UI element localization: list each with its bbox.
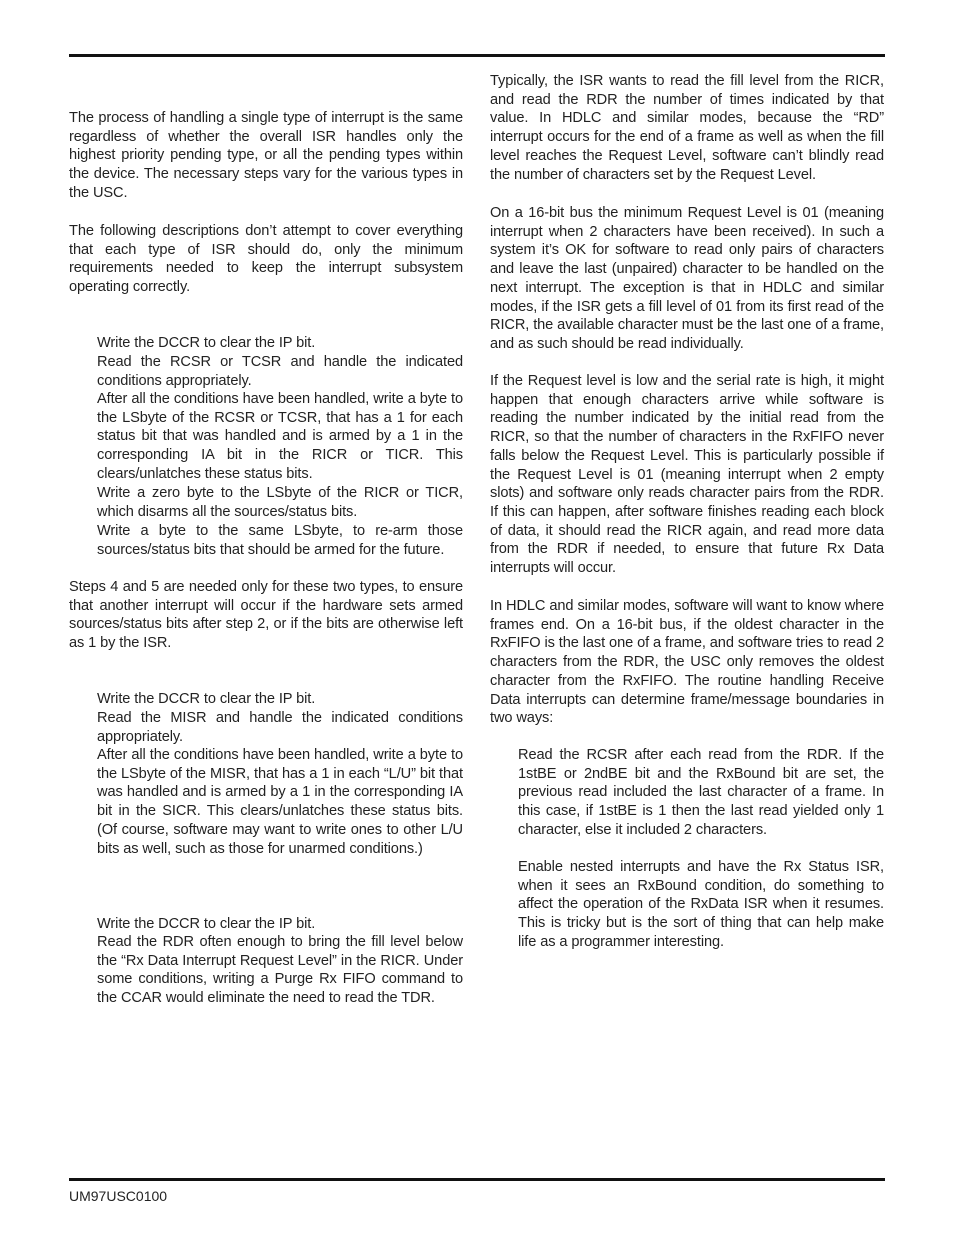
request-level-paragraph: On a 16-bit bus the minimum Request Level is 01 (meaning interrupt when 2 characters have been received). In such a system it’s OK for software to read only pairs of characters and leave the last (unpaired) character to be handled on the next interrupt. The exception is that in HDLC and similar modes, if the ISR gets a fill level of 01 from its first read of the RICR, the available character must be the last one of a frame, and as such should be read individually. <box>490 205 884 352</box>
boundary-option-1: Read the RCSR after each read from the RDR. If the 1stBE or 2ndBE bit and the RxBound bit are set, the previous read included the last character of a frame. In this case, if 1stBE is 1 then the last read yielded only 1 character, else it included 2 characters. <box>518 747 884 838</box>
misc-step-2: Read the MISR and handle the indicated conditions appropriately. <box>97 710 463 745</box>
boundary-option-2: Enable nested interrupts and have the Rx Status ISR, when it sees an RxBound condition, do something to affect the operation of the RxData ISR when it resumes. This is tricky but is the sort of thing that can help make life as a programmer interesting. <box>518 859 884 950</box>
rxdata-step-2: Read the RDR often enough to bring the fill level below the “Rx Data Interrupt Request Level” in the RICR. Under some conditions, writing a Purge Rx FIFO command to the CCAR would eliminate the need to read the TDR. <box>97 934 463 1007</box>
top-rule <box>69 54 885 57</box>
fill-level-paragraph: Typically, the ISR wants to read the fill level from the RICR, and read the RDR the number of times indicated by that value. In HDLC and similar modes, because the “RD” interrupt occurs for the end of a frame as well as when the fill level reaches the Request Level, software can’t blindly read the number of characters set by the Request Level. <box>490 73 884 183</box>
rxdata-step-1: Write the DCCR to clear the IP bit. <box>97 916 316 932</box>
steps-note-paragraph: Steps 4 and 5 are needed only for these two types, to ensure that another interrupt will occur if the hardware sets armed sources/status bits after step 2, or if the bits are otherwise left as 1 by the ISR. <box>69 579 463 652</box>
intro-paragraph: The process of handling a single type of interrupt is the same regardless of whether the overall ISR handles only the highest priority pending type, or all the pending types within the device. The necessary steps vary for the various types in the USC. <box>69 110 463 201</box>
bottom-rule <box>69 1178 885 1181</box>
status-step-1: Write the DCCR to clear the IP bit. <box>97 335 316 351</box>
scope-paragraph: The following descriptions don’t attempt to cover everything that each type of ISR should do, only the minimum requirements needed to keep the interrupt subsystem operating correctly. <box>69 223 463 296</box>
status-step-5: Write a byte to the same LSbyte, to re-arm those sources/status bits that should be armed for the future. <box>97 523 463 558</box>
frame-end-paragraph: In HDLC and similar modes, software will want to know where frames end. On a 16-bit bus, if the oldest character in the RxFIFO is the last one of a frame, and software tries to read 2 characters from the RDR, the USC only removes the oldest character from the RxFIFO. The routine handling Receive Data interrupts can determine frame/message boundaries in two ways: <box>490 598 884 727</box>
serial-rate-paragraph: If the Request level is low and the serial rate is high, it might happen that enough characters arrive while software is reading the number indicated by the initial read from the RICR, so that the number of characters in the RxFIFO never falls below the Request Level. This is particularly possible if the Request Level is 01 (meaning interrupt when 2 empty slots) and software only reads character pairs from the RDR. If this can happen, after software finishes reading each block of data, it should read the RICR again, and read more data from the RDR if needed, to ensure that future Rx Data interrupts will occur. <box>490 373 884 577</box>
misc-step-1: Write the DCCR to clear the IP bit. <box>97 691 316 707</box>
status-step-4: Write a zero byte to the LSbyte of the RICR or TICR, which disarms all the sources/status bits. <box>97 485 463 520</box>
misc-step-3: After all the conditions have been handled, write a byte to the LSbyte of the MISR, that has a 1 in each “L/U” bit that was handled and is armed by a 1 in the corresponding IA bit in the SICR. This clears/unlatches these status bits. (Of course, software may want to write ones to other L/U bits as well, such as those for unarmed conditions.) <box>97 747 463 857</box>
footer-doc-id: UM97USC0100 <box>69 1188 168 1204</box>
status-step-3: After all the conditions have been handled, write a byte to the LSbyte of the RCSR or TCSR, that has a 1 for each status bit that was handled and is armed by a 1 in the corresponding IA bit in the RICR or TICR. This clears/unlatches these status bits. <box>97 391 463 482</box>
status-step-2: Read the RCSR or TCSR and handle the indicated conditions appropriately. <box>97 354 463 389</box>
